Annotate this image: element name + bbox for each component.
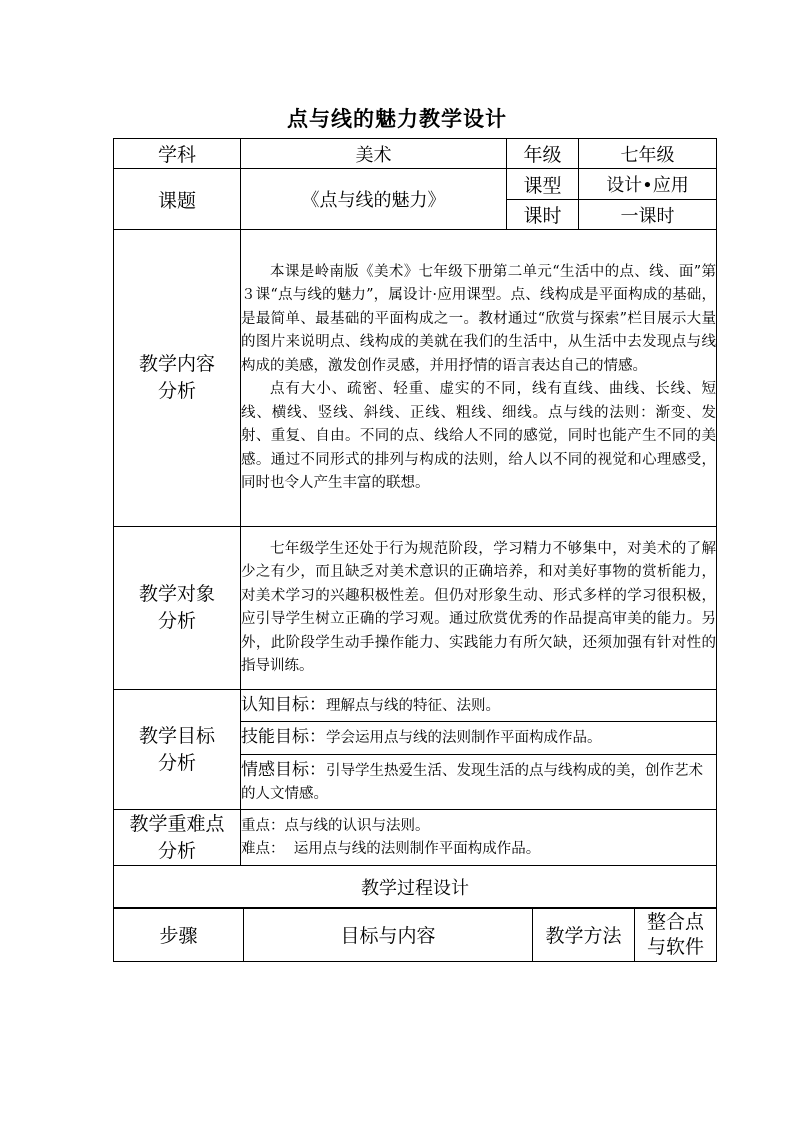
lesson-plan-table xyxy=(113,138,717,909)
skill-objective-text: 学会运用点与线的法则制作平面构成作品。 xyxy=(326,730,602,746)
objectives-label-line2: 分析 xyxy=(157,751,196,774)
key-point-focus: 重点：点与线的认识与法则。 xyxy=(241,817,430,834)
content-analysis-label xyxy=(114,230,241,527)
emotion-objective-text: 引导学生热爱生活、发现生活的点与线构成的美，创作艺术的人文情感。 xyxy=(241,762,703,802)
audience-analysis-text xyxy=(241,527,717,690)
content-analysis-row xyxy=(114,230,717,527)
audience-analysis-label-line2: 分析 xyxy=(157,610,196,632)
col-software-header xyxy=(635,908,717,962)
key-points-label xyxy=(114,810,241,866)
subject-value: 美术 xyxy=(241,139,507,169)
process-table xyxy=(113,907,717,962)
emotion-objective xyxy=(241,755,717,810)
cognitive-objective-text: 理解点与线的特征、法则。 xyxy=(326,697,500,714)
page-title: 点与线的魅力教学设计 xyxy=(287,106,507,131)
content-analysis-text xyxy=(241,230,717,527)
audience-analysis-para: 七年级学生还处于行为规范阶段，学习精力不够集中，对美术的了解少之有少，而且缺乏对美术意识的正确培养，和对美好事物的赏析能力，对美术学习的兴趣积极性差。但仍对形象生动、形式多样的学习很积极，应引导学生树立正确的学习观。通过欣赏优秀的作品提高审美的能力。另外，此阶段学生动手操作能力、实践能力有所欠缺，还须加强有针对性的指导训练。 xyxy=(241,540,716,674)
key-point-difficulty: 难点： 运用点与线的法则制作平面构成作品。 xyxy=(241,840,541,857)
content-analysis-label-line2: 分析 xyxy=(157,380,196,402)
cognitive-objective-key: 认知目标： xyxy=(241,694,326,715)
content-analysis-para-1: 本课是岭南版《美术》七年级下册第二单元“生活中的点、线、面”第３课“点与线的魅力”，属设计·应用课型。点、线构成是平面构成的基础，是最简单、最基础的平面构成之一。教材通过“欣赏与探索”栏目展示大量的图片来说明点、线构成的美就在我们的生活中，从生活中去发现点与线构成的美感，激发创作灵感，并用抒情的语言表达自己的情感。 xyxy=(241,263,716,374)
content-analysis-para-2: 点有大小、疏密、轻重、虚实的不同，线有直线、曲线、长线、短线、横线、竖线、斜线、正线、粗线、细线。点与线的法则：渐变、发射、重复、自由。不同的点、线给人不同的感觉，同时也能产生不同的美感。通过不同形式的排列与构成的法则，给人以不同的视觉和心理感受，同时也令人产生丰富的联想。 xyxy=(241,381,716,491)
emotion-objective-key: 情感目标： xyxy=(241,759,326,780)
header-row-topic xyxy=(114,169,717,200)
skill-objective xyxy=(241,722,717,755)
col-software-line1: 整合点 xyxy=(646,910,704,933)
col-steps-header: 步骤 xyxy=(114,908,244,962)
audience-analysis-row xyxy=(114,527,717,690)
topic-value: 《点与线的魅力》 xyxy=(241,169,507,230)
header-row-subject xyxy=(114,139,717,169)
type-label: 课型 xyxy=(507,169,579,200)
key-points-row xyxy=(114,810,717,866)
audience-analysis-label xyxy=(114,527,241,690)
process-header-row xyxy=(114,908,717,962)
hours-label: 课时 xyxy=(507,200,579,230)
audience-analysis-label-line1: 教学对象 xyxy=(138,583,215,605)
process-title-row xyxy=(114,866,717,909)
grade-label: 年级 xyxy=(507,139,579,169)
objectives-label xyxy=(114,690,241,810)
topic-label: 课题 xyxy=(114,169,241,230)
objective-row-cognitive xyxy=(114,690,717,722)
cognitive-objective xyxy=(241,690,717,722)
key-points-label-line1: 教学重难点 xyxy=(129,812,225,835)
objectives-label-line1: 教学目标 xyxy=(138,724,215,747)
col-goals-header: 目标与内容 xyxy=(244,908,533,962)
grade-value: 七年级 xyxy=(579,139,717,169)
col-method-header: 教学方法 xyxy=(533,908,635,962)
process-section-title: 教学过程设计 xyxy=(114,866,717,909)
type-value: 设计•应用 xyxy=(579,169,717,200)
skill-objective-key: 技能目标： xyxy=(241,727,326,747)
key-points-text xyxy=(241,810,717,866)
col-software-line2: 与软件 xyxy=(646,935,704,958)
key-points-label-line2: 分析 xyxy=(157,839,196,862)
hours-value: 一课时 xyxy=(579,200,717,230)
content-analysis-label-line1: 教学内容 xyxy=(138,353,215,375)
subject-label: 学科 xyxy=(114,139,241,169)
